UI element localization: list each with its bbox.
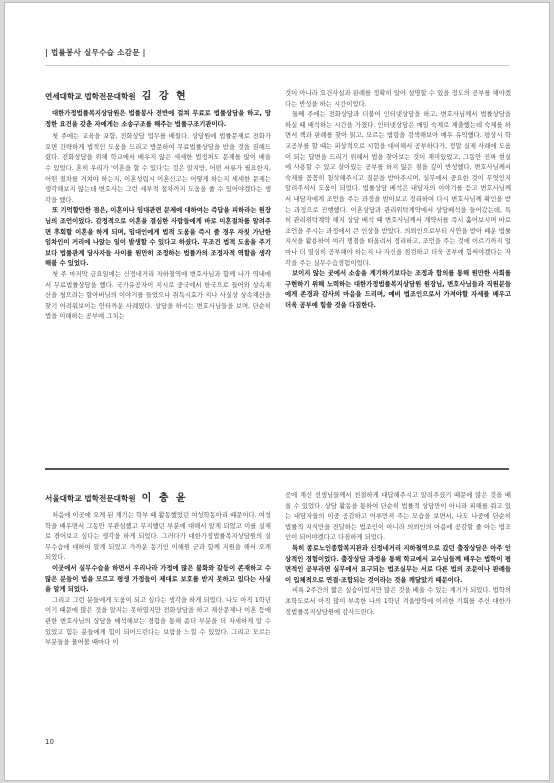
paragraph: 둘째 주에는 전화상담과 더불어 인터넷상담을 하고, 변호사님께서 법률상담을 하실 때 배석하는 시간을 가졌다. 인터넷상담은 매일 숙제로 제출했는데 숙제를 하면서 책과 판례를 찾아 읽고, 모르는 법령을 검색해보아 매우 유익했다. 평상시 학교공부를 할 때는 피상적으로 시험을 대비해서 공부하다가, 정말 실제 사례에 도움이 되는 답변을 드리기 위해서 법을 찾아보는 것이 재미있었고, 그동안 진짜 현실에 사용할 수 있고 살아있는 공부를 하지 않은 점을 깊이 반성했다. 변호사님께서 숙제를 꼼꼼히 첨삭해주시고 질문을 받아주시며, 실무에서 중요한 것이 무엇인지 알려주셔서 도움이 되었다. 법률상담 배석은 내담자의 이야기를 듣고 변호사님께서 내담자에게 조언을 주는 과정을 밤아보고 정리하여 다시 변호사님께 확인을 받는 과정으로 진행했다. 이혼상담과 관리위탁계약에서 상담배석을 들어갔는데, 특히 관리위탁계약 해지 상담 배석 때 변호사님께서 계약서를 즉시 훑어보시며 바로 조언을 주시는 과정에서 큰 인상을 받았다. 의뢰인으로부터 사안을 받아 배운 법률지식을 활용하여 여러 쟁점을 떠올려서 정리하고, 조언을 주는 것에 이르기까지 얼마나 더 열심히 공부해야 하는지 나 자신을 점검하고 더욱 공부에 힘써야겠다는 자각을 주는 실무수습경험이었다.: [285, 111, 511, 267]
paragraph: 첫 주 마지막 금요일에는 신정네거리 자하철역에 변호사님과 함께 나가 역내에서 무료법률상담을 했다. 국가유공자이 지시로 중국에서 한국으로 들어와 상속재산을 청으려는 할아버님의 이야기를 들었으나 취득시효가 지나 사실상 상속재산을 찾기 어려워보이는 안타까운 사례였다. 상담을 하시는 변호사님들을 보며, 단순히 법을 이해하는 공부에 그치는: [45, 270, 271, 321]
running-header: | 법률봉사 실무수습 소감문 |: [45, 48, 146, 57]
paragraph: 그리고 그런 분들에게 도움이 되고 싶다는 생각을 하게 되었다. 나도 아직 1학년이기 때문에 많은 것을 알지는 못하였지만 전화상담을 하고 재산문제나 이혼 등에 관한 변호사님의 상담을 배석해보는 경험을 통해 좀더 부분을 더 자세하게 알 수 있었고 힘든 분들에게 힘이 되어드린다는 보람을 느낄 수 있었다. 그리고 모르는 부분들을 물어볼 때마다 이: [45, 596, 271, 647]
essay-2-right-column: [285, 491, 511, 618]
essay-1-left-body: [45, 109, 271, 323]
paragraph: 보이지 않는 곳에서 소송을 계기하기보다는 조정과 합의를 통해 원만한 사회를 구현하기 위해 노력하는 대한가정법률복지상담원 원장님, 변호사님들과 직원분들에게 존경과 감사의 마음을 드리며, 예비 법조인으로서 가져야할 자세를 배우고 더욱 공부에 힘쓸 것을 다짐한다.: [285, 270, 511, 309]
essay-section-2: [45, 493, 511, 733]
paragraph: 처음에 이곳에 오게 된 계기는 학부 때 활동했었던 여성학동아리 때문이다. 여성학을 배우면서 그동안 무관심했고 무지했던 부분에 대해서 알게 되었고 이를 실제로 겪어보고 싶다는 생각을 하게 되었다. 그러다가 대한가정법률복지상담원의 실무수습에 대하여 알게 되었고 가까운 동기인 이혜원 군과 함께 지원을 해서 오게 되었다.: [45, 512, 271, 562]
essay-2-author: [45, 493, 271, 505]
essay-1-affiliation: 연세대학교 법학전문대학원: [45, 92, 136, 101]
paragraph: 비록 2주간의 짧은 실습이었지만 많은 것을 배울 수 있는 계기가 되었다. 법학의 초학도로서 아직 많이 부족한 나의 1학년 겨울방학에 이러한 기회를 주신 대한가정법률복지상담원에 감사드린다.: [285, 587, 511, 616]
header-rule: [45, 65, 509, 66]
section-divider: [45, 468, 509, 470]
essay-2-right-body: [285, 491, 511, 618]
document-page: [4, 2, 550, 781]
paragraph: 곳에 계신 선생님들께서 친절하게 대답해주시고 알려주셨기 때문에 많은 것을 배울 수 있었다. 상담 활동을 통하여 단순히 법률적 상담만이 아니라 피해를 줘고 있는 내담자들의 이중 공감하고 어루만져 주는 모습을 보면서, 나도 나중에 단순히 법률적 지식만을 전달하는 법조인이 아니라 의뢰인의 아픔에 공감할 줄 아는 법조인이 되어야겠다고 다짐하게 되었다.: [285, 492, 511, 542]
paragraph: 이곳에서 실무수습을 하면서 우리나라 가정에 많은 불화와 갈등이 존재하고 수많은 분들이 법을 모르고 평생 가정들이 제대로 보호를 받지 못하고 있다는 사실을 알게 되었다.: [45, 564, 271, 594]
essay-section-1: [45, 91, 511, 461]
paragraph: 첫 주에는 교육을 포함, 전화상담 업무를 배웠다. 상담원에 법률문제로 전화가 오면 간략하게 법적인 도움을 드리고 방문하여 무료법률상담을 받을 것을 권해드렸다. 전화상담을 위해 학교에서 배우지 않은 세세한 법정처도 문제를 많이 배울 수 있었다. 혼히 우리가 '이혼을 할 수 있다'는 것은 알지만, 어떤 서류가 필요한지, 어떤 절차를 거쳐야 하는지, 이혼성립시 이혼신고는 어떻게 하는지 세세한 문제는 생각해보지 않는데 변호사는 그런 세부적 절차까지 도움을 줄 수 있어야겠다는 생각을 했다.: [45, 133, 271, 204]
essay-1-right-column: [285, 89, 511, 311]
paragraph: 것이 아니라 요건사실과 판례를 정확히 알아 설명할 수 있을 정도의 공부를 해야겠다는 반성을 하는 시간이었다.: [285, 90, 511, 108]
essay-2-author-name: 이 충 윤: [141, 493, 188, 504]
page-number: 10: [45, 738, 54, 746]
paragraph: 특히 종로노인종합복지관과 신정네거리 지하철역으로 갔던 출장상담은 아주 인상적인 경험이었다. 출장상담 과정을 통해 학교에서 교수님들께 배우는 법학이 평면적인 공부라면 실무에서 요구되는 법조실무는 서로 다른 법의 조문이나 판례들이 입체적으로 연결·조합되는 것이라는 것을 깨달았기 때문이다.: [285, 544, 511, 584]
paragraph: 대한가정법률복지상담원은 법률봉사 전반에 걸쳐 무료로 법률상담을 하고, 망정한 요건을 갖춘 자에게는 소송구조를 해주는 법률구조기관이다.: [45, 110, 271, 128]
essay-1-left-column: [45, 91, 271, 323]
essay-2-left-column: [45, 493, 271, 649]
essay-1-author: [45, 91, 271, 103]
essay-1-author-name: 김 강 현: [141, 91, 188, 102]
essay-2-left-body: [45, 511, 271, 649]
paragraph: 또 기억할만한 점은, 이혼이나 임대관련 문제에 대하여는 즉답을 피하라는 원장님의 조언이었다. 감정적으로 이혼을 결심한 사람들에게 바로 이혼절차를 알려주면 후회할 이혼을 하게 되며, 임대인에게 법적 도움을 즉시 줄 경우 자칫 가난한 임차인이 거리에 나앉는 일이 발생할 수 있다고 하셨다. 무조건 법적 도움을 주기보다 법률관계 당사자들 사이를 원만히 조정하는 법률가의 조정자적 역할을 생각해볼 수 있었다.: [45, 207, 271, 268]
essay-1-right-body: [285, 89, 511, 311]
essay-2-affiliation: 서울대학교 법학전문대학원: [45, 494, 136, 503]
